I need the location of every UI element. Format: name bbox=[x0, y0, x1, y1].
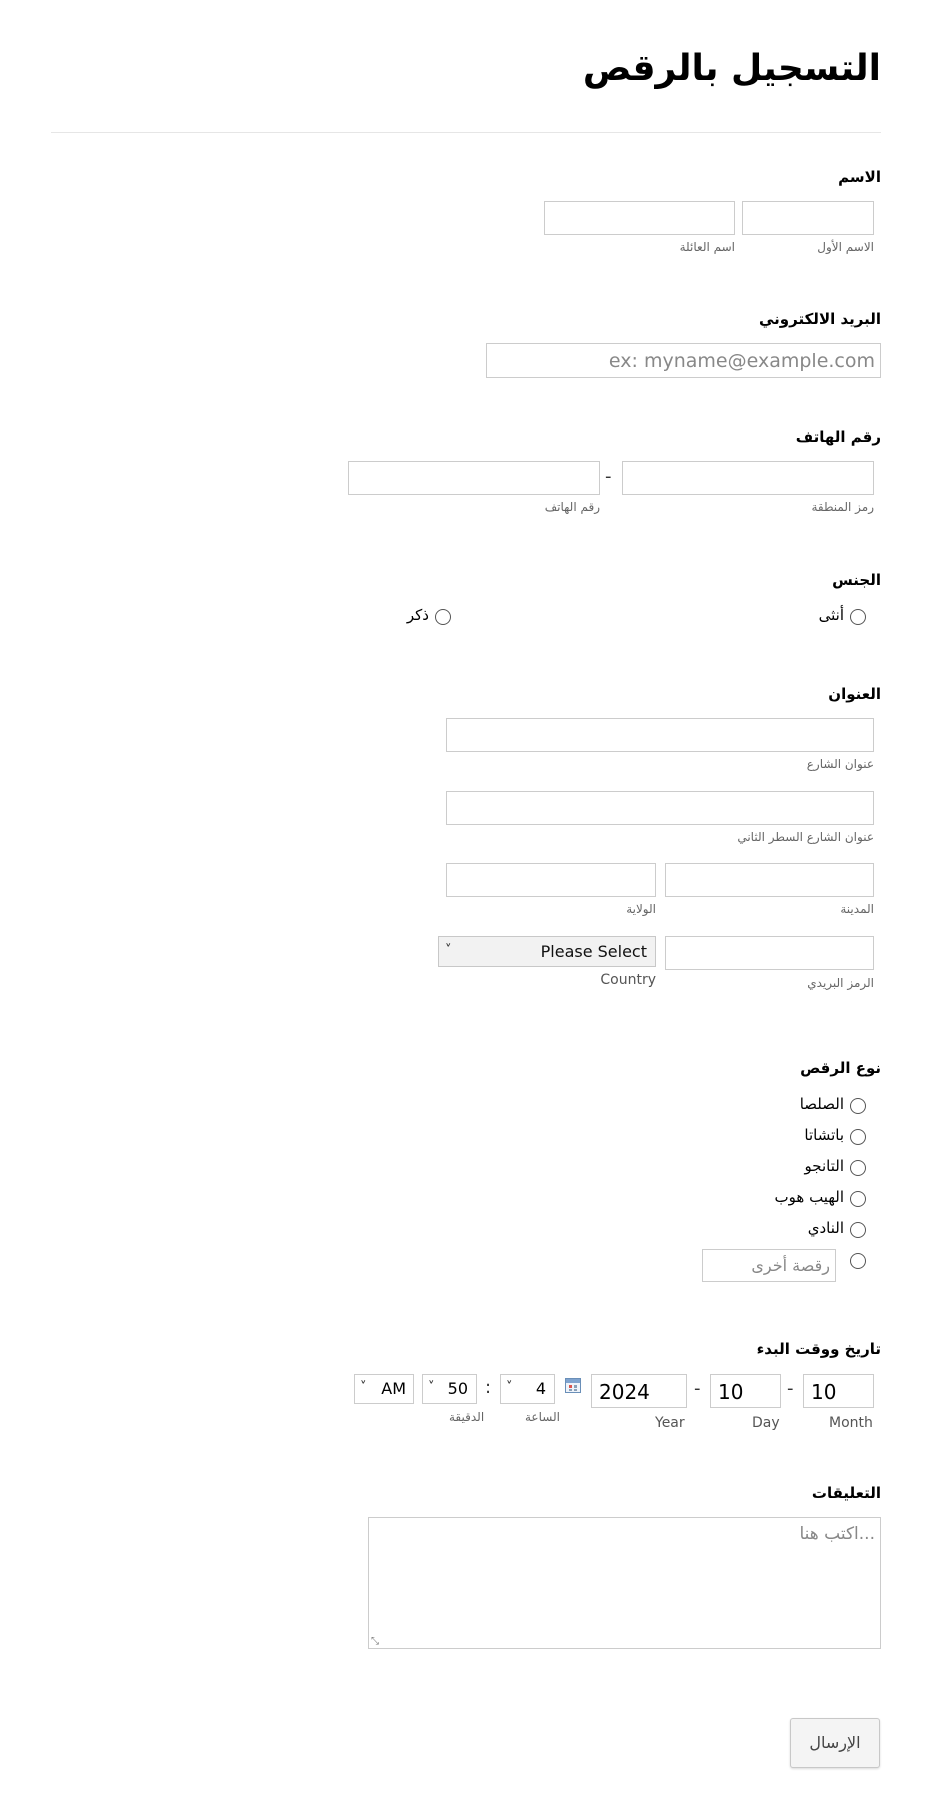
chevron-down-icon: ˅ bbox=[506, 1380, 513, 1395]
start-datetime-label: تاريخ ووقت البدء bbox=[756, 1340, 881, 1358]
ampm-value: AM bbox=[381, 1379, 406, 1398]
day-value: 10 bbox=[718, 1380, 744, 1404]
dance-type-label: نوع الرقص bbox=[800, 1059, 881, 1077]
year-value: 2024 bbox=[599, 1380, 650, 1404]
dance-tango-label: التانجو bbox=[804, 1157, 844, 1175]
dance-salsa-label: الصلصا bbox=[799, 1095, 844, 1113]
month-value: 10 bbox=[811, 1380, 837, 1404]
time-separator: : bbox=[485, 1377, 492, 1398]
zip-sublabel: الرمز البريدي bbox=[807, 976, 874, 990]
chevron-down-icon: ˅ bbox=[360, 1380, 367, 1395]
dance-hiphop-radio[interactable] bbox=[850, 1191, 866, 1207]
minute-select[interactable] bbox=[422, 1374, 477, 1404]
phone-number-sublabel: رقم الهاتف bbox=[544, 500, 600, 514]
phone-area-input[interactable] bbox=[622, 461, 874, 495]
city-input[interactable] bbox=[665, 863, 874, 897]
dance-other-input[interactable] bbox=[702, 1249, 836, 1282]
street2-input[interactable] bbox=[446, 791, 874, 825]
chevron-down-icon: ˅ bbox=[428, 1380, 435, 1395]
comments-textarea[interactable] bbox=[368, 1517, 881, 1649]
gender-male-radio[interactable] bbox=[435, 609, 451, 625]
dance-other-radio[interactable] bbox=[850, 1253, 866, 1269]
hour-value: 4 bbox=[535, 1379, 546, 1398]
email-label: البريد الالكتروني bbox=[759, 310, 881, 328]
hour-sublabel: الساعة bbox=[525, 1410, 560, 1424]
dance-other-placeholder: رقصة أخرى bbox=[751, 1256, 830, 1275]
phone-area-sublabel: رمز المنطقة bbox=[811, 500, 874, 514]
dance-club-radio[interactable] bbox=[850, 1222, 866, 1238]
email-placeholder: ex: myname@example.com bbox=[608, 350, 875, 372]
phone-label: رقم الهاتف bbox=[795, 428, 881, 446]
gender-male-label: ذكر bbox=[406, 606, 429, 624]
dance-bachata-label: باتشاتا bbox=[804, 1126, 844, 1144]
calendar-icon[interactable] bbox=[565, 1378, 581, 1393]
date-separator-2: - bbox=[694, 1378, 701, 1399]
comments-label: التعليقات bbox=[811, 1484, 881, 1502]
submit-button-label: الإرسال bbox=[809, 1733, 861, 1752]
gender-female-radio[interactable] bbox=[850, 609, 866, 625]
last-name-input[interactable] bbox=[544, 201, 735, 235]
comments-placeholder: اكتب هنا... bbox=[799, 1524, 875, 1544]
hour-select[interactable] bbox=[500, 1374, 555, 1404]
dance-salsa-radio[interactable] bbox=[850, 1098, 866, 1114]
street2-sublabel: عنوان الشارع السطر الثاني bbox=[737, 830, 874, 844]
minute-sublabel: الدقيقة bbox=[449, 1410, 485, 1424]
dance-hiphop-label: الهيب هوب bbox=[774, 1188, 844, 1206]
date-separator-1: - bbox=[787, 1378, 794, 1399]
phone-number-input[interactable] bbox=[348, 461, 600, 495]
city-sublabel: المدينة bbox=[840, 902, 874, 916]
state-input[interactable] bbox=[446, 863, 656, 897]
day-input[interactable] bbox=[710, 1374, 781, 1408]
last-name-sublabel: اسم العائلة bbox=[679, 240, 735, 254]
gender-female-label: أنثى bbox=[818, 606, 844, 624]
dance-bachata-radio[interactable] bbox=[850, 1129, 866, 1145]
month-sublabel: Month bbox=[829, 1415, 873, 1431]
first-name-input[interactable] bbox=[742, 201, 874, 235]
submit-button[interactable] bbox=[790, 1718, 880, 1768]
ampm-select[interactable] bbox=[354, 1374, 414, 1404]
zip-input[interactable] bbox=[665, 936, 874, 970]
first-name-sublabel: الاسم الأول bbox=[817, 240, 874, 254]
resize-handle-icon[interactable]: ⤡ bbox=[371, 1636, 379, 1647]
country-sublabel: Country bbox=[600, 972, 656, 988]
form-title: التسجيل بالرقص bbox=[582, 48, 881, 89]
minute-value: 50 bbox=[447, 1379, 468, 1398]
day-sublabel: Day bbox=[752, 1415, 780, 1431]
dance-tango-radio[interactable] bbox=[850, 1160, 866, 1176]
title-divider bbox=[51, 132, 881, 133]
month-input[interactable] bbox=[803, 1374, 874, 1408]
street-input[interactable] bbox=[446, 718, 874, 752]
country-selected-value: Please Select bbox=[540, 942, 647, 961]
chevron-down-icon: ˅ bbox=[445, 943, 452, 958]
gender-label: الجنس bbox=[832, 571, 881, 589]
address-label: العنوان bbox=[828, 685, 881, 703]
dance-club-label: النادي bbox=[807, 1219, 844, 1237]
email-input[interactable] bbox=[486, 343, 881, 378]
country-select[interactable] bbox=[438, 936, 656, 967]
state-sublabel: الولاية bbox=[626, 902, 656, 916]
year-input[interactable] bbox=[591, 1374, 687, 1408]
phone-separator: - bbox=[605, 466, 612, 487]
name-label: الاسم bbox=[838, 168, 881, 186]
street-sublabel: عنوان الشارع bbox=[806, 757, 874, 771]
year-sublabel: Year bbox=[655, 1415, 685, 1431]
